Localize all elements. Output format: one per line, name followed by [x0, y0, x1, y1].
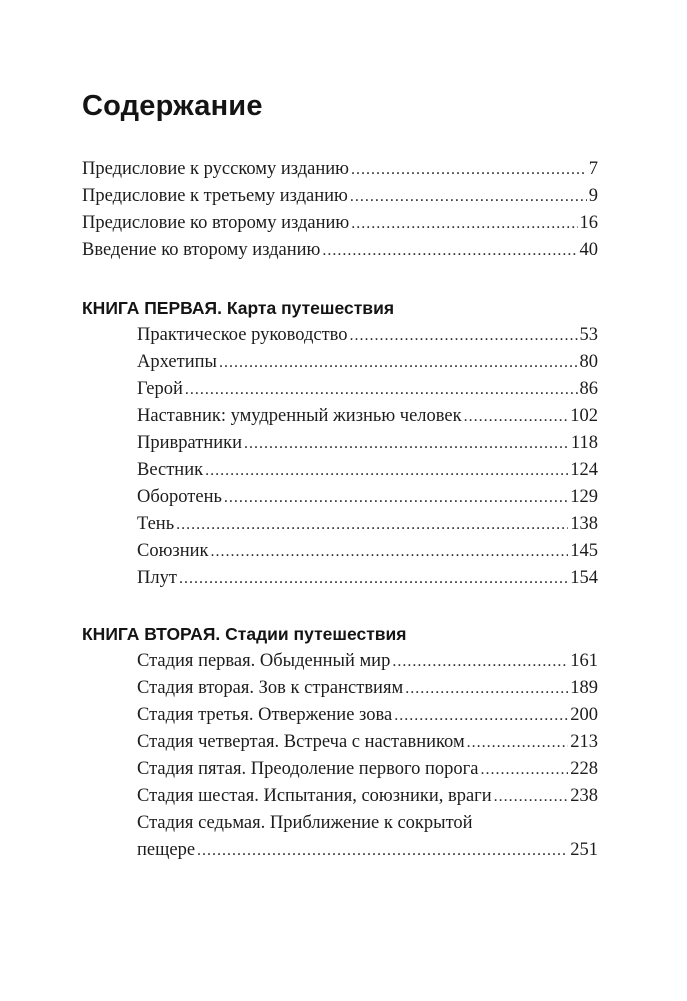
toc-entry[interactable] — [137, 379, 598, 406]
toc-entry-label: Стадия первая. Обыденный мир — [137, 651, 391, 671]
toc-entry[interactable] — [82, 159, 598, 186]
toc-entry-page: 86 — [579, 379, 598, 399]
toc-entry-page: 7 — [588, 159, 598, 179]
toc-entry[interactable] — [137, 705, 598, 732]
toc-entry-label: Союзник — [137, 541, 209, 561]
toc-entry-label: Оборотень — [137, 487, 222, 507]
toc-entry[interactable] — [82, 186, 598, 213]
toc-entry-label: Стадия четвертая. Встреча с наставником — [137, 732, 465, 752]
toc-entry[interactable] — [137, 786, 598, 813]
toc-entry[interactable] — [137, 433, 598, 460]
toc-entry-page: 200 — [570, 705, 598, 725]
toc-entry-label: Предисловие ко второму изданию — [82, 213, 350, 233]
toc-entry-label: Привратники — [137, 433, 243, 453]
toc-entry[interactable] — [137, 352, 598, 379]
toc-entry[interactable] — [137, 678, 598, 705]
toc-entry-label: Герой — [137, 379, 183, 399]
toc-entry-label: Стадия шестая. Испытания, союзники, враги — [137, 786, 492, 806]
toc-entry[interactable] — [137, 732, 598, 759]
toc-entry[interactable] — [137, 487, 598, 514]
toc-entry-page: 40 — [579, 240, 598, 260]
book2-title: КНИГА ВТОРАЯ. Стадии путешествия — [82, 624, 407, 644]
toc-entry-label: Стадия пятая. Преодоление первого порога — [137, 759, 479, 779]
toc-entry-page: 161 — [570, 651, 598, 671]
toc-entry-label: Тень — [137, 514, 175, 534]
toc-entry-label: Введение ко второму изданию — [82, 240, 321, 260]
toc-entry-page: 238 — [570, 786, 598, 806]
book1-title: КНИГА ПЕРВАЯ. Карта путешествия — [82, 298, 395, 318]
toc-entry-page: 138 — [570, 514, 598, 534]
toc-entry-page: 129 — [570, 487, 598, 507]
toc-entry-page: 228 — [570, 759, 598, 779]
toc-entry-label: Стадия вторая. Зов к странствиям — [137, 678, 404, 698]
toc-entry[interactable] — [82, 213, 598, 240]
toc-entry-page: 118 — [570, 433, 598, 453]
toc-entry-label: Практическое руководство — [137, 325, 348, 345]
toc-entry-page: 145 — [570, 541, 598, 561]
toc-entry-label: Вестник — [137, 460, 204, 480]
toc-entry[interactable] — [137, 325, 598, 352]
toc-entry-label: Плут — [137, 568, 177, 588]
toc-entry-page: 9 — [588, 186, 598, 206]
toc-entry-page: 53 — [579, 325, 598, 345]
toc-entry-page: 189 — [570, 678, 598, 698]
toc-entry-page: 16 — [579, 213, 598, 233]
toc-entry[interactable] — [137, 651, 598, 678]
toc-entry-label: Архетипы — [137, 352, 217, 372]
toc-entry-page: 213 — [570, 732, 598, 752]
toc-entry-page: 102 — [570, 406, 598, 426]
toc-entry[interactable] — [137, 759, 598, 786]
toc-entry-page: 154 — [570, 568, 598, 588]
toc-entry[interactable] — [137, 541, 598, 568]
toc-entry[interactable] — [137, 840, 598, 867]
toc-entry-page: 80 — [579, 352, 598, 372]
toc-entry[interactable] — [82, 240, 598, 267]
toc-entry-label: Наставник: умудренный жизнью человек — [137, 406, 462, 426]
toc-entry-page: 124 — [570, 460, 598, 480]
toc-entry-page: 251 — [570, 840, 598, 860]
toc-entry-label-line1[interactable]: Стадия седьмая. Приближение к сокрытой — [137, 813, 473, 833]
toc-entry-label: Предисловие к третьему изданию — [82, 186, 348, 206]
page-title: Содержание — [82, 90, 263, 122]
toc-entry[interactable] — [137, 460, 598, 487]
toc-entry-label: Предисловие к русскому изданию — [82, 159, 349, 179]
toc-entry-label: Стадия третья. Отвержение зова — [137, 705, 393, 725]
toc-entry[interactable] — [137, 568, 598, 595]
toc-entry[interactable] — [137, 514, 598, 541]
toc-entry[interactable] — [137, 406, 598, 433]
toc-entry-label: пещере — [137, 840, 196, 860]
